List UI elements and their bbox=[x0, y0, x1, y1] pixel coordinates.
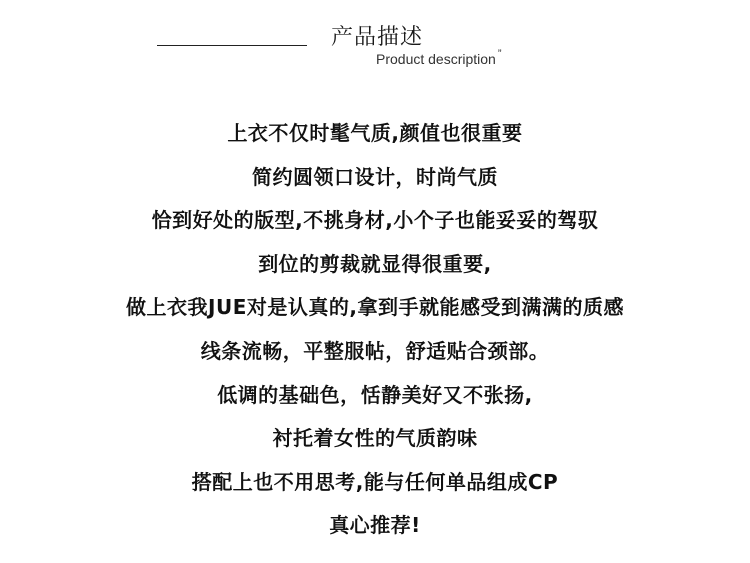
description-line: 搭配上也不用思考,能与任何单品组成CP bbox=[191, 469, 559, 494]
header-divider-line bbox=[157, 45, 307, 46]
closing-quote-mark: ” bbox=[497, 48, 502, 60]
description-line: 衬托着女性的气质韵味 bbox=[272, 426, 478, 451]
description-line: 做上衣我JUE对是认真的,拿到手就能感受到满满的质感 bbox=[126, 295, 624, 320]
description-line: 恰到好处的版型,不挑身材,小个子也能妥妥的驾驭 bbox=[151, 208, 599, 233]
product-description-text bbox=[0, 112, 750, 548]
description-line: 简约圆领口设计，时尚气质 bbox=[252, 164, 498, 189]
description-line: 线条流畅，平整服帖，舒适贴合颈部。 bbox=[200, 338, 550, 363]
section-header bbox=[0, 0, 750, 90]
section-subtitle bbox=[376, 48, 502, 67]
section-subtitle-text: Product description bbox=[376, 51, 496, 67]
section-title: 产品描述 bbox=[331, 25, 424, 50]
description-line: 低调的基础色，恬静美好又不张扬, bbox=[217, 382, 533, 407]
description-line: 上衣不仅时髦气质,颜值也很重要 bbox=[227, 121, 523, 145]
description-line: 到位的剪裁就显得很重要, bbox=[258, 251, 492, 276]
description-line: 真心推荐! bbox=[329, 513, 421, 538]
